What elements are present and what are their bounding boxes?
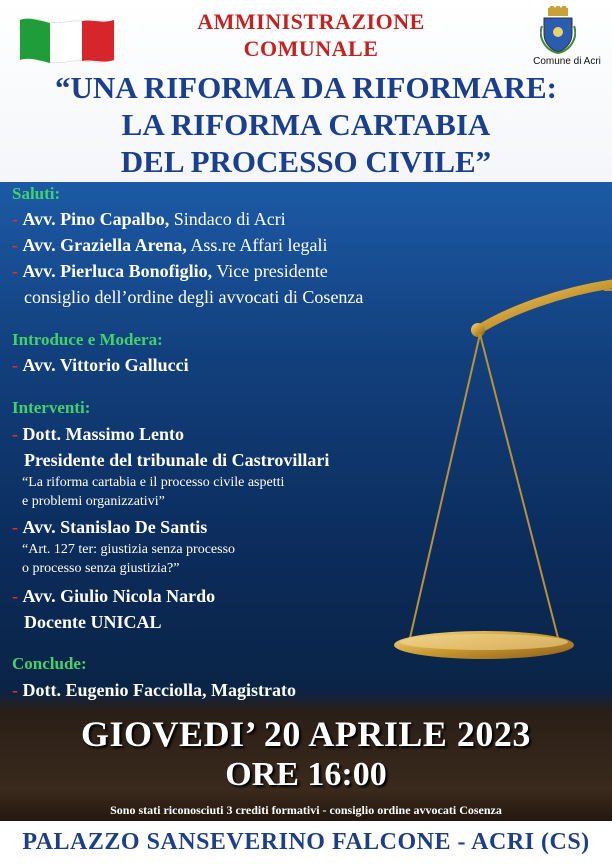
- title-line-1: “UNA RIFORMA DA RIFORMARE:: [54, 70, 557, 105]
- conclude-heading: Conclude:: [12, 654, 87, 673]
- saluti-heading: Saluti:: [12, 184, 61, 203]
- administration-heading: [120, 8, 502, 62]
- introduce-heading: Introduce e Modera:: [12, 330, 163, 349]
- speaker-role: Presidente del tribunale di Castrovillari: [24, 450, 330, 470]
- italian-flag-icon: [16, 14, 116, 66]
- event-venue: PALAZZO SANSEVERINO FALCONE - ACRI (CS): [22, 829, 590, 855]
- speaker-topic: o processo senza giustizia?”: [22, 561, 180, 576]
- moderator-item: - Avv. Vittorio Gallucci: [12, 355, 189, 375]
- saluti-item: - Avv. Pierluca Bonofiglio, Vice presidente: [12, 261, 328, 281]
- saluti-continuation: consiglio dell’ordine degli avvocati di Cosenza: [24, 287, 364, 307]
- admin-line-2: COMUNALE: [243, 36, 379, 61]
- saluti-item: - Avv. Graziella Arena, Ass.re Affari legali: [12, 235, 328, 255]
- speaker-item: - Dott. Massimo Lento: [12, 424, 184, 444]
- event-title: [0, 69, 612, 180]
- conclude-item: - Dott. Eugenio Facciolla, Magistrato: [12, 680, 296, 700]
- event-time: ORE 16:00: [225, 756, 387, 793]
- speaker-topic: “Art. 127 ter: giustizia senza processo: [22, 542, 236, 557]
- saluti-item: - Avv. Pino Capalbo, Sindaco di Acri: [12, 209, 286, 229]
- credits-note: Sono stati riconosciuti 3 crediti formativi - consiglio ordine avvocati Cosenza: [110, 803, 502, 817]
- comune-coat-of-arms-icon: [540, 6, 576, 54]
- speaker-item: - Avv. Giulio Nicola Nardo: [12, 586, 216, 606]
- comune-label: Comune di Acri: [533, 56, 601, 67]
- admin-line-1: AMMINISTRAZIONE: [197, 9, 425, 34]
- speaker-item: - Avv. Stanislao De Santis: [12, 517, 208, 537]
- speaker-topic: e problemi organizzativi”: [22, 494, 165, 509]
- interventi-heading: Interventi:: [12, 398, 91, 417]
- event-date: GIOVEDI’ 20 APRILE 2023: [81, 714, 531, 754]
- speaker-topic: “La riforma cartabia e il processo civile aspetti: [22, 475, 285, 490]
- title-line-2: LA RIFORMA CARTABIA: [121, 107, 491, 142]
- justice-scale-icon: [380, 250, 612, 680]
- speaker-role: Docente UNICAL: [24, 612, 162, 632]
- title-line-3: DEL PROCESSO CIVILE”: [120, 144, 492, 179]
